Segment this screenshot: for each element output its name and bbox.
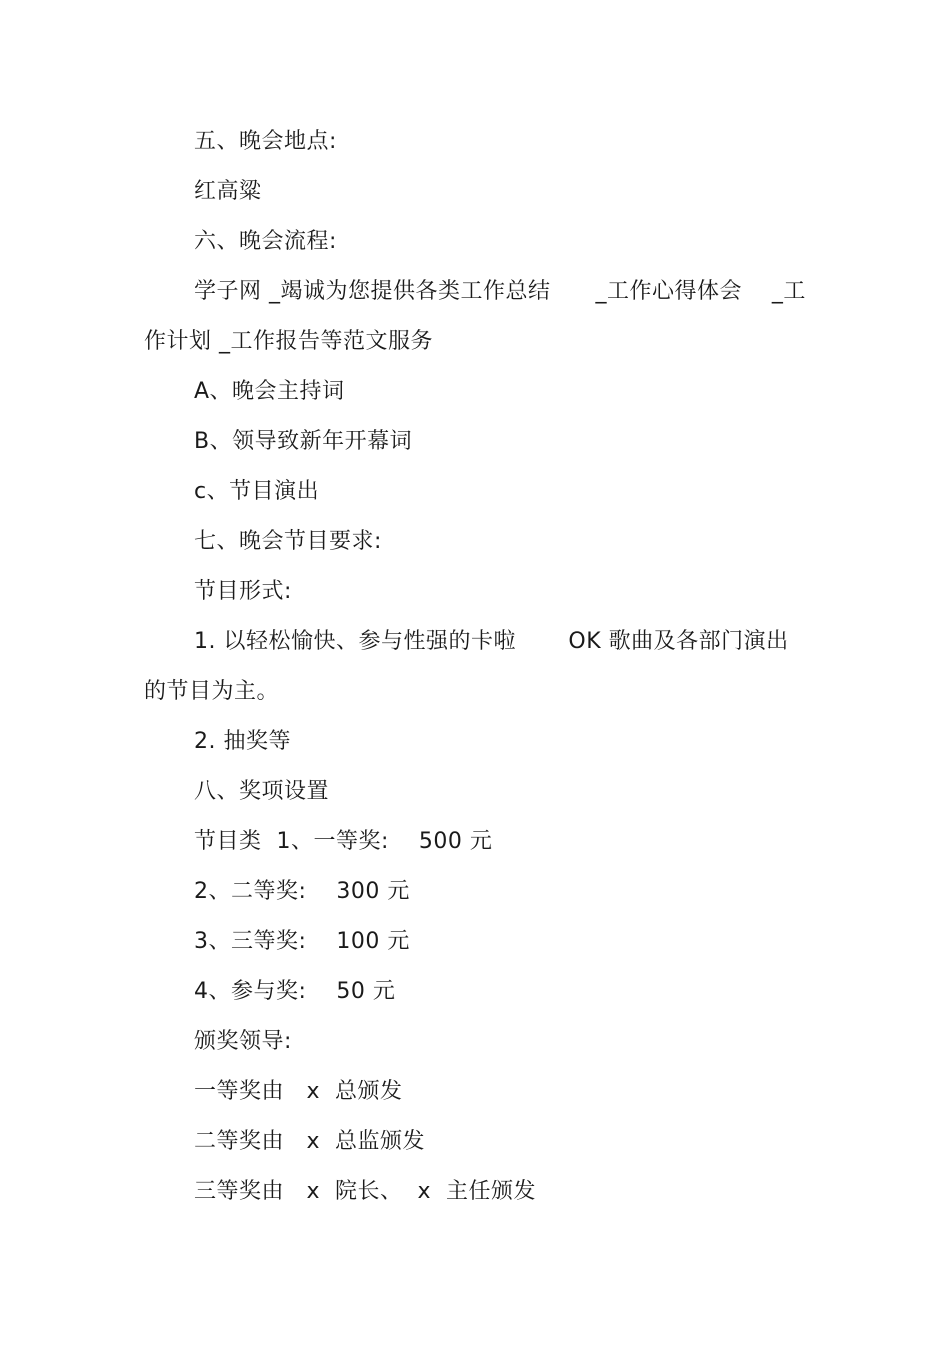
presenter-item: 二等奖由 x 总监颁发 — [194, 1129, 425, 1154]
process-item-a: A、晚会主持词 — [194, 379, 345, 404]
section-title-requirements: 七、晚会节目要求: — [194, 529, 382, 554]
presenter-item: 三等奖由 x 院长、 x 主任颁发 — [194, 1179, 536, 1204]
process-item-c: c、节目演出 — [194, 479, 320, 504]
list-item: 2. 抽奖等 — [194, 729, 291, 754]
section-title-process: 六、晚会流程: — [194, 229, 337, 254]
program-format-label: 节目形式: — [194, 579, 292, 604]
paragraph-line: 1. 以轻松愉快、参与性强的卡啦 OK 歌曲及各部门演出 — [194, 629, 789, 654]
paragraph-line: 学子网 _竭诚为您提供各类工作总结 _工作心得体会 _工 — [194, 279, 806, 304]
award-item: 节目类 1、一等奖: 500 元 — [194, 829, 493, 854]
process-item-b: B、领导致新年开幕词 — [194, 429, 413, 454]
venue-name: 红高粱 — [194, 179, 262, 204]
award-item: 4、参与奖: 50 元 — [194, 979, 396, 1004]
presenter-item: 一等奖由 x 总颁发 — [194, 1079, 403, 1104]
award-item: 3、三等奖: 100 元 — [194, 929, 410, 954]
paragraph-line: 的节目为主。 — [144, 679, 280, 704]
presenters-label: 颁奖领导: — [194, 1029, 292, 1054]
section-title-venue: 五、晚会地点: — [194, 129, 337, 154]
section-title-awards: 八、奖项设置 — [194, 779, 330, 804]
paragraph-line: 作计划 _工作报告等范文服务 — [144, 329, 433, 354]
award-item: 2、二等奖: 300 元 — [194, 879, 410, 904]
